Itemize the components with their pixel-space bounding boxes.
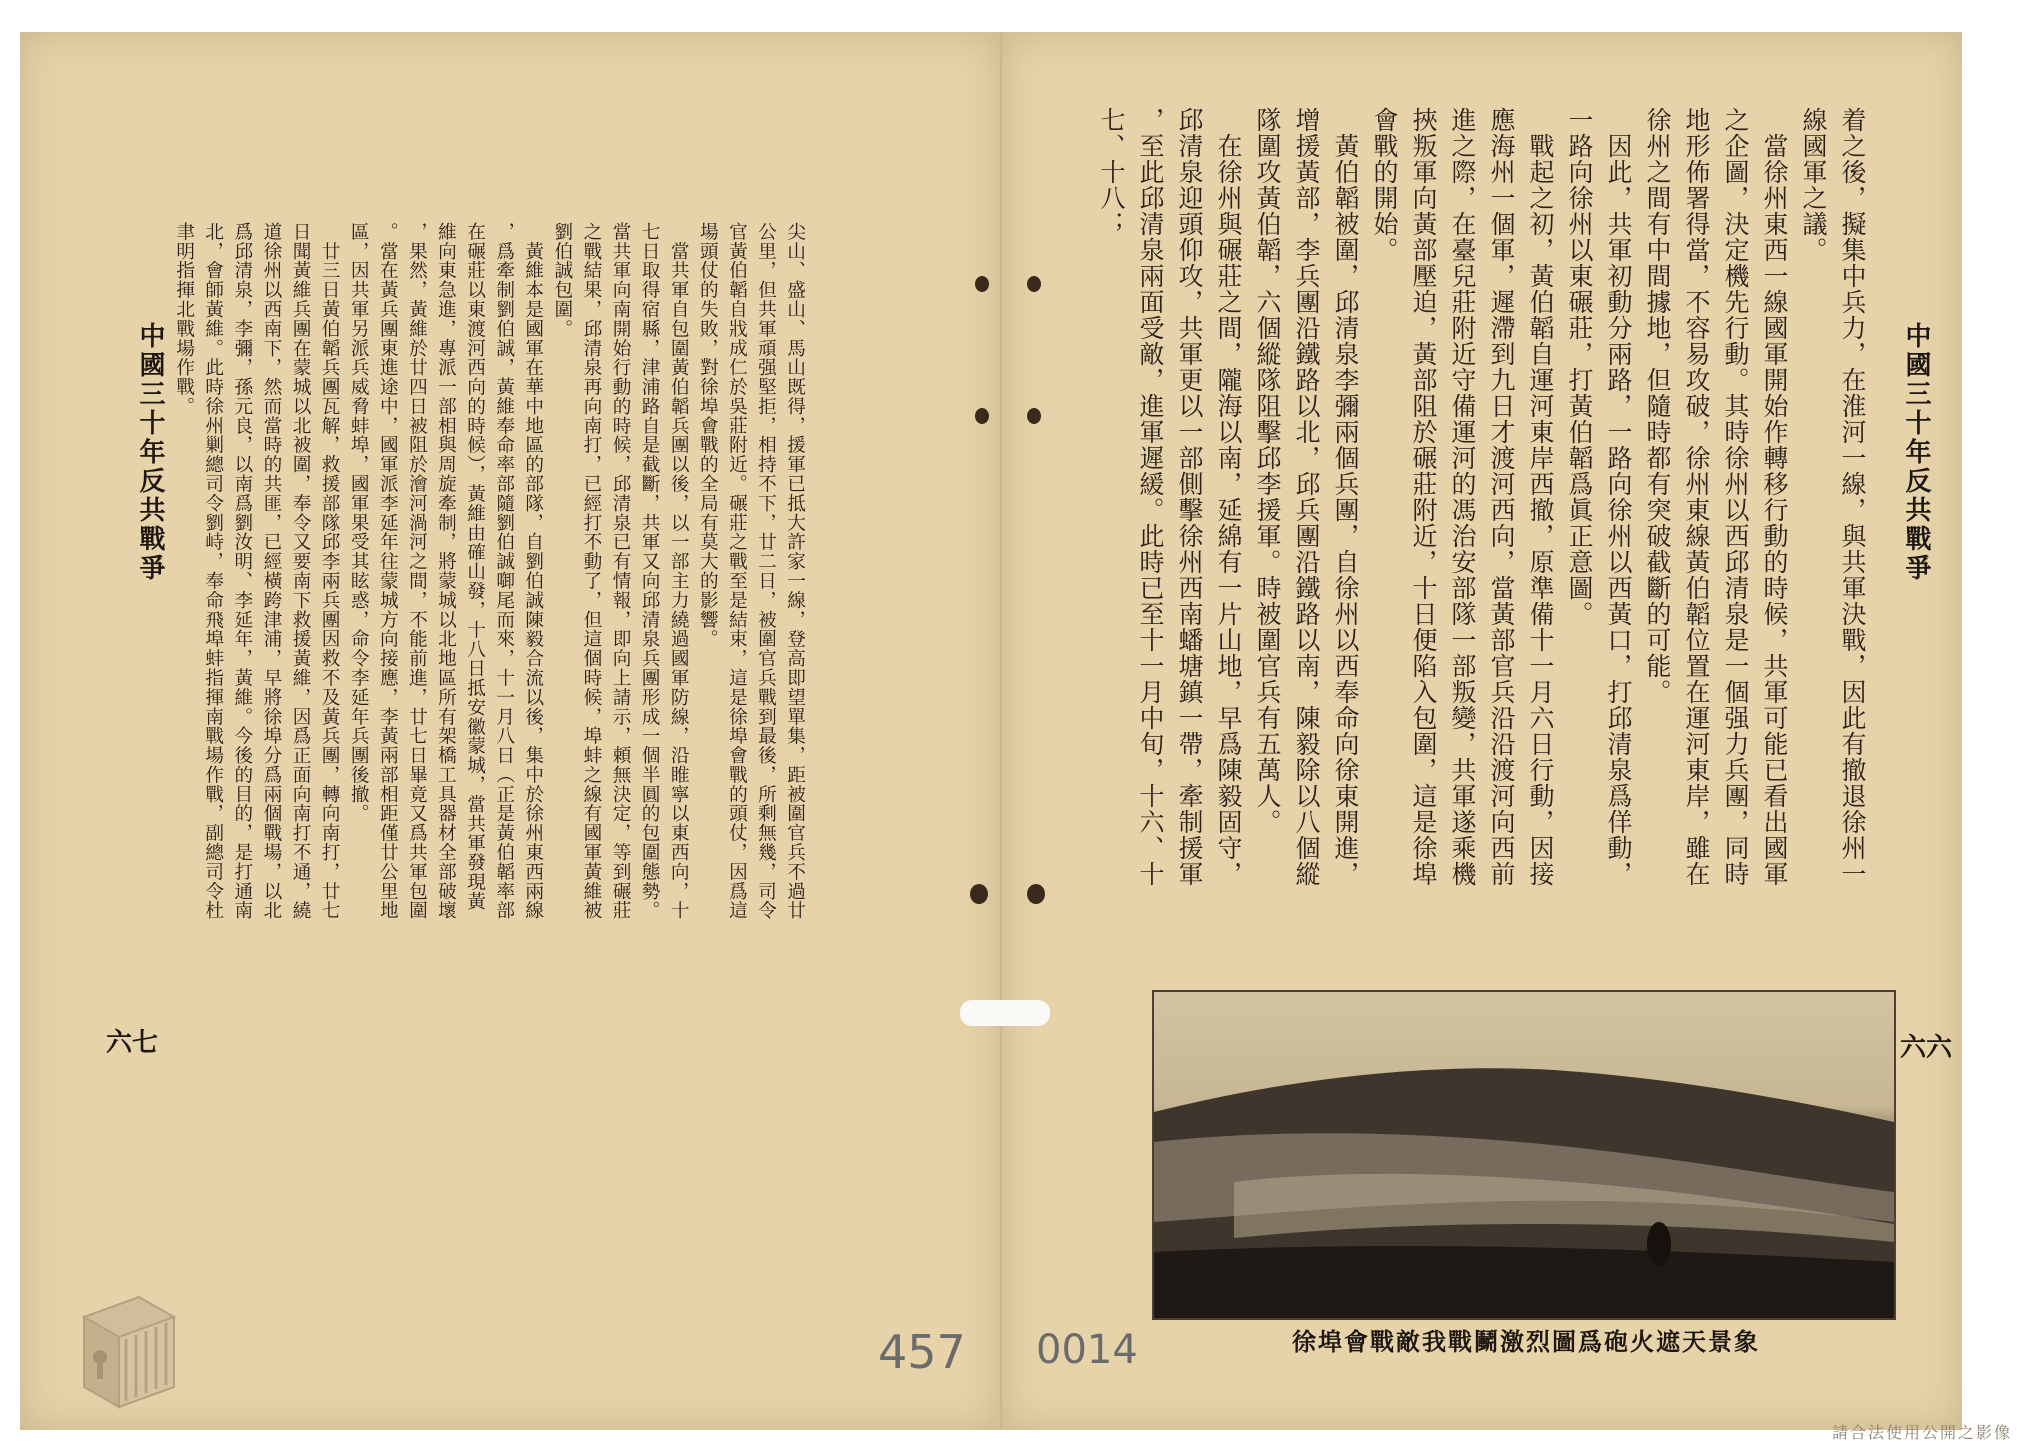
left-body-text: 尖山、盛山、馬山既得，援軍已抵大許家一線，登高即望單集，距被圍官兵不過廿 公里，但共軍頑强堅拒，相持不下，廿二日，被圍官兵戰到最後，所剩無幾，司令 官黃伯韜自戕成仁於吳莊附近。碾莊之戰至是結束，這是徐埠會戰的頭仗，因爲這 場頭仗的失敗，對徐埠會戰的全局有莫大的影響。 當共軍自包圍黃伯韜兵團以後，以一部主力繞過國軍防線，沿睢寧以東西向，十 七日取得宿縣，津浦路自是截斷，共軍又向邱清泉兵團形成一個半圓的包圍態勢。 當共軍向南開始行動的時候，邱清泉已有情報，即向上請示，頼無決定，等到碾莊 之戰結果，邱清泉再向南打，已經打不動了，但這個時候，埠蚌之線有國軍黃維被 劉伯誠包圍。 黃維本是國軍在華中地區的部隊，自劉伯誠陳毅合流以後，集中於徐州東西兩線 ，爲牽制劉伯誠，黃維奉命率部隨劉伯誠啣尾而來，十一月八日（正是黃伯韜率部 在碾莊以東渡河西向的時候），黃維由確山發，十八日抵安徽蒙城，當共軍發現黃 維向東急進，專派一部相與周旋牽制，將蒙城以北地區所有架橋工具器材全部破壞 ，果然，黃維於廿四日被阻於澮河渦河之間，不能前進，廿七日畢竟又爲共軍包圍 。當在黃兵團東進途中，國軍派李延年往蒙城方向接應，李黃兩部相距僅廿公里地 區，因共軍另派兵威脅蚌埠，國軍果受其眩惑，命令李延年兵團後撤。 廿三日黃伯韜兵團瓦解，救援部隊邱李兩兵團因救不及黃兵團，轉向南打，廿七 日聞黃維兵團在蒙城以北被圍，奉令又要南下救援黃維，因爲正面向南打不通，繞 道徐州以西南下，然而當時的共匪，已經橫跨津浦，早將徐埠分爲兩個戰場，以北 爲邱清泉，李彌，孫元良，以南爲劉汝明、李延年，黃維。今後的目的，是打通南 北，會師黃維。此時徐州剿總司令劉峙，奉命飛埠蚌指揮南戰場作戰，副總司令杜 聿明指揮北戰場作戰。 xyxy=(173,222,807,921)
pencil-annotation-right: 0014 xyxy=(1036,1327,1138,1373)
binding-hole-mark xyxy=(1027,408,1041,424)
left-running-head: 中國三十年反共戰爭 xyxy=(135,322,165,583)
archive-watermark: 請合法使用公開之影像 xyxy=(1831,1423,2012,1442)
binding-slot xyxy=(960,1000,1050,1026)
binding-hole-mark xyxy=(975,276,989,292)
binding-hole-mark xyxy=(1027,276,1041,292)
binding-hole-mark xyxy=(975,408,989,424)
pencil-annotation-left: 457 xyxy=(878,1325,966,1379)
right-page-number: 六六 xyxy=(1900,1033,1953,1063)
binding-hole-mark xyxy=(1027,884,1045,904)
left-page xyxy=(20,32,1002,1430)
battle-photograph xyxy=(1152,990,1896,1320)
left-page-number: 六七 xyxy=(106,1028,159,1058)
binding-hole-mark xyxy=(970,884,988,904)
library-logo-icon xyxy=(64,1277,194,1417)
photo-caption: 徐埠會戰敵我戰鬭激烈圖爲砲火遮天景象 xyxy=(1292,1327,1760,1356)
right-running-head: 中國三十年反共戰爭 xyxy=(1901,322,1931,583)
smoke-landscape-image xyxy=(1154,992,1894,1318)
right-body-text: 着之後，擬集中兵力，在淮河一線，與共軍決戰，因此有撤退徐州一 線國軍之議。 當徐州東西一線國軍開始作轉移行動的時候，共軍可能已看出國軍 之企圖，決定機先行動。其時徐州以西邱清泉是一個强力兵團，同時 地形佈署得當，不容易攻破，徐州東線黃伯韜位置在運河東岸，雖在 徐州之間有中間據地，但隨時都有突破截斷的可能。 因此，共軍初動分兩路，一路向徐州以西黃口，打邱清泉爲佯動， 一路向徐州以東碾莊，打黃伯韜爲眞正意圖。 戰起之初，黃伯韜自運河東岸西撤，原準備十一月六日行動，因接 應海州一個軍，遲滯到九日才渡河西向，當黃部官兵沿沿渡河向西前 進之際，在臺兒莊附近守備運河的馮治安部隊一部叛變，共軍遂乘機 挾叛軍向黃部壓迫，黃部阻於碾莊附近，十日便陷入包圍，這是徐埠 會戰的開始。 黃伯韜被圍，邱清泉李彌兩個兵團，自徐州以西奉命向徐東開進， 增援黃部，李兵團沿鐵路以北，邱兵團沿鐵路以南，陳毅除以八個縱 隊圍攻黃伯韜，六個縱隊阻擊邱李援軍。時被圍官兵有五萬人。 在徐州與碾莊之間，隴海以南，延綿有一片山地，早爲陳毅固守， 邱清泉迎頭仰攻，共軍更以一部側擊徐州西南蟠塘鎮一帶，牽制援軍 ，至此邱清泉兩面受敵，進軍遲緩。此時已至十一月中旬，十六、十 七、十八； xyxy=(1097,107,1867,887)
right-page xyxy=(1002,32,1962,1430)
